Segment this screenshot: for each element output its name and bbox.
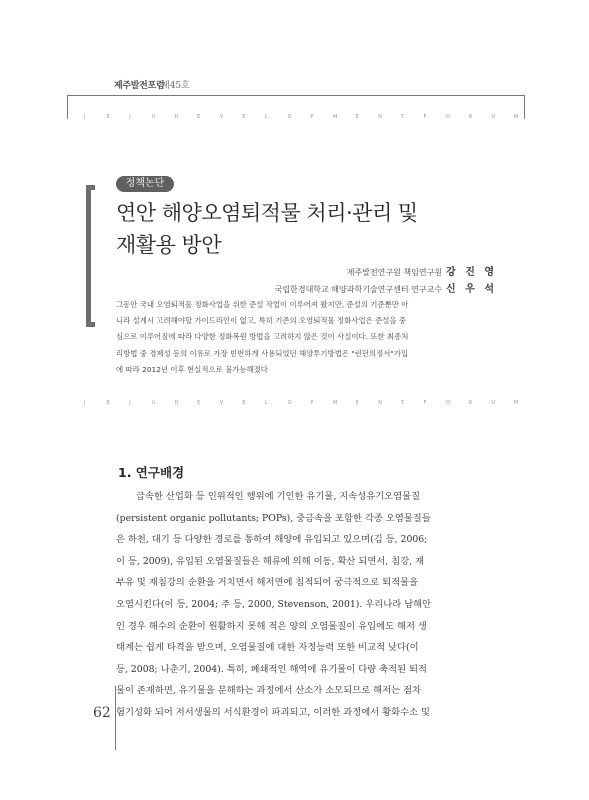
spaced-letter: J bbox=[129, 400, 131, 406]
spaced-letter: M bbox=[332, 114, 338, 120]
spaced-letter: E bbox=[197, 400, 201, 406]
abstract-line: 에 따라 2012년 이후 현실적으로 불가능해졌다 bbox=[116, 364, 268, 374]
spaced-letter: T bbox=[400, 114, 404, 120]
abstract bbox=[116, 297, 500, 378]
page-number: 62 bbox=[93, 705, 111, 721]
spaced-letter: J bbox=[129, 114, 131, 120]
journal-issue: 제45호 bbox=[161, 81, 190, 91]
spaced-letter: M bbox=[514, 114, 519, 120]
spaced-letter: U bbox=[491, 400, 496, 406]
separator-spaced-letters bbox=[84, 400, 519, 408]
abstract-line: 심으로 이루어짐에 따라 다양한 정화복원 방법을 고려하지 않은 것이 사실이다. 또한 최종처 bbox=[116, 332, 409, 342]
spaced-letter: F bbox=[423, 400, 427, 406]
author-1 bbox=[347, 263, 497, 278]
author-1-name: 강 진 영 bbox=[446, 267, 497, 278]
body-line: 태계는 쉽게 타격을 받으며, 오염물질에 대한 자정능력 또한 비교적 낮다(이 bbox=[116, 642, 419, 654]
body-line: 이 등, 2009), 유입된 오염물질들은 해류에 의해 이동, 확산 되면서, 침강, 재 bbox=[116, 555, 425, 567]
article-title-line-1: 연안 해양오염퇴적물 처리·관리 및 bbox=[116, 201, 418, 225]
header-spaced-letters bbox=[84, 114, 519, 122]
spaced-letter: L bbox=[265, 400, 268, 406]
spaced-letter: E bbox=[197, 114, 201, 120]
spaced-letter: U bbox=[491, 114, 496, 120]
header-left-tick bbox=[67, 95, 68, 119]
author-2 bbox=[275, 280, 497, 295]
spaced-letter: O bbox=[287, 114, 292, 120]
spaced-letter: M bbox=[514, 400, 519, 406]
spaced-letter: E bbox=[106, 400, 110, 406]
footer-rule bbox=[115, 686, 116, 750]
body-line: 등, 2008; 나춘기, 2004). 특히, 폐쇄적인 해역에 유기물이 다량 축적된 퇴적 bbox=[116, 663, 427, 675]
spaced-letter: J bbox=[84, 114, 86, 120]
body-line: (persistent organic pollutants; POPs), 중금속을 포함한 각종 오염물질들 bbox=[116, 512, 431, 524]
spaced-letter: N bbox=[378, 114, 382, 120]
spaced-letter: O bbox=[287, 400, 292, 406]
spaced-letter: V bbox=[219, 400, 224, 406]
spaced-letter: L bbox=[265, 114, 268, 120]
section-body bbox=[116, 486, 506, 724]
spaced-letter: E bbox=[242, 114, 246, 120]
title-bracket bbox=[86, 185, 95, 327]
header-rule bbox=[67, 95, 525, 96]
spaced-letter: V bbox=[219, 114, 224, 120]
spaced-letter: D bbox=[174, 114, 179, 120]
section-title: 1. 연구배경 bbox=[118, 465, 185, 480]
spaced-letter: T bbox=[400, 400, 404, 406]
spaced-letter: E bbox=[355, 400, 359, 406]
spaced-letter: P bbox=[310, 114, 314, 120]
abstract-line: 니라 설계시 고려해야할 가이드라인이 없고, 특히 기존의 오염퇴적물 정화사업은 준설을 중 bbox=[116, 316, 407, 326]
spaced-letter: M bbox=[332, 400, 338, 406]
spaced-letter: E bbox=[355, 114, 359, 120]
body-line: 급속한 산업화 등 인위적인 행위에 기인한 유기물, 지속성유기오염물질 bbox=[136, 491, 421, 502]
spaced-letter: O bbox=[446, 114, 451, 120]
body-line: 혐기성화 되어 저서생물의 서식환경이 파괴되고, 이러한 과정에서 황화수소 및 bbox=[116, 706, 430, 718]
header-right-tick bbox=[524, 95, 525, 119]
spaced-letter: J bbox=[84, 400, 86, 406]
spaced-letter: N bbox=[378, 400, 382, 406]
spaced-letter: R bbox=[468, 114, 473, 120]
body-line: 은 하천, 대기 등 다양한 경로를 통하여 해양에 유입되고 있으며(김 등, 2006; bbox=[116, 534, 428, 546]
spaced-letter: U bbox=[151, 114, 156, 120]
body-line: 부유 및 재침강의 순환을 거치면서 해저면에 침적되어 궁극적으로 퇴적물을 bbox=[116, 577, 419, 589]
article-title-line-2: 재활용 방안 bbox=[116, 233, 222, 257]
author-2-affiliation: 국립한경대학교 해양과학기술연구센터 연구교수 bbox=[274, 285, 443, 294]
spaced-letter: R bbox=[468, 400, 473, 406]
abstract-line: 그동안 국내 오염퇴적물 정화사업을 위한 준설 작업이 이루어져 왔지만, 준설의 기준뿐만 아 bbox=[116, 300, 409, 309]
category-badge: 정책논단 bbox=[116, 176, 174, 192]
spaced-letter: F bbox=[423, 114, 427, 120]
body-line: 인 경우 해수의 순환이 원활하지 못해 적은 양의 오염물질이 유입에도 해저 생 bbox=[116, 620, 427, 632]
body-line: 오염시킨다(이 등, 2004; 주 등, 2000, Stevenson, 2001). 우리나라 남해안 bbox=[116, 598, 432, 610]
abstract-line: 리방법 중 경제성 등의 이유로 가장 빈번하게 사용되었던 해양투기방법은 "런던의정서"가입 bbox=[116, 348, 409, 358]
author-1-affiliation: 제주발전연구원 책임연구원 bbox=[346, 268, 443, 277]
spaced-letter: E bbox=[242, 400, 246, 406]
spaced-letter: O bbox=[446, 400, 451, 406]
spaced-letter: U bbox=[151, 400, 156, 406]
journal-brand: 제주발전포럼 bbox=[114, 81, 165, 91]
spaced-letter: P bbox=[310, 400, 314, 406]
author-2-name: 신 우 석 bbox=[446, 284, 497, 295]
spaced-letter: E bbox=[106, 114, 110, 120]
spaced-letter: D bbox=[174, 400, 179, 406]
body-line: 물이 존재하면, 유기물을 분해하는 과정에서 산소가 소모되므로 해저는 점차 bbox=[116, 685, 422, 697]
